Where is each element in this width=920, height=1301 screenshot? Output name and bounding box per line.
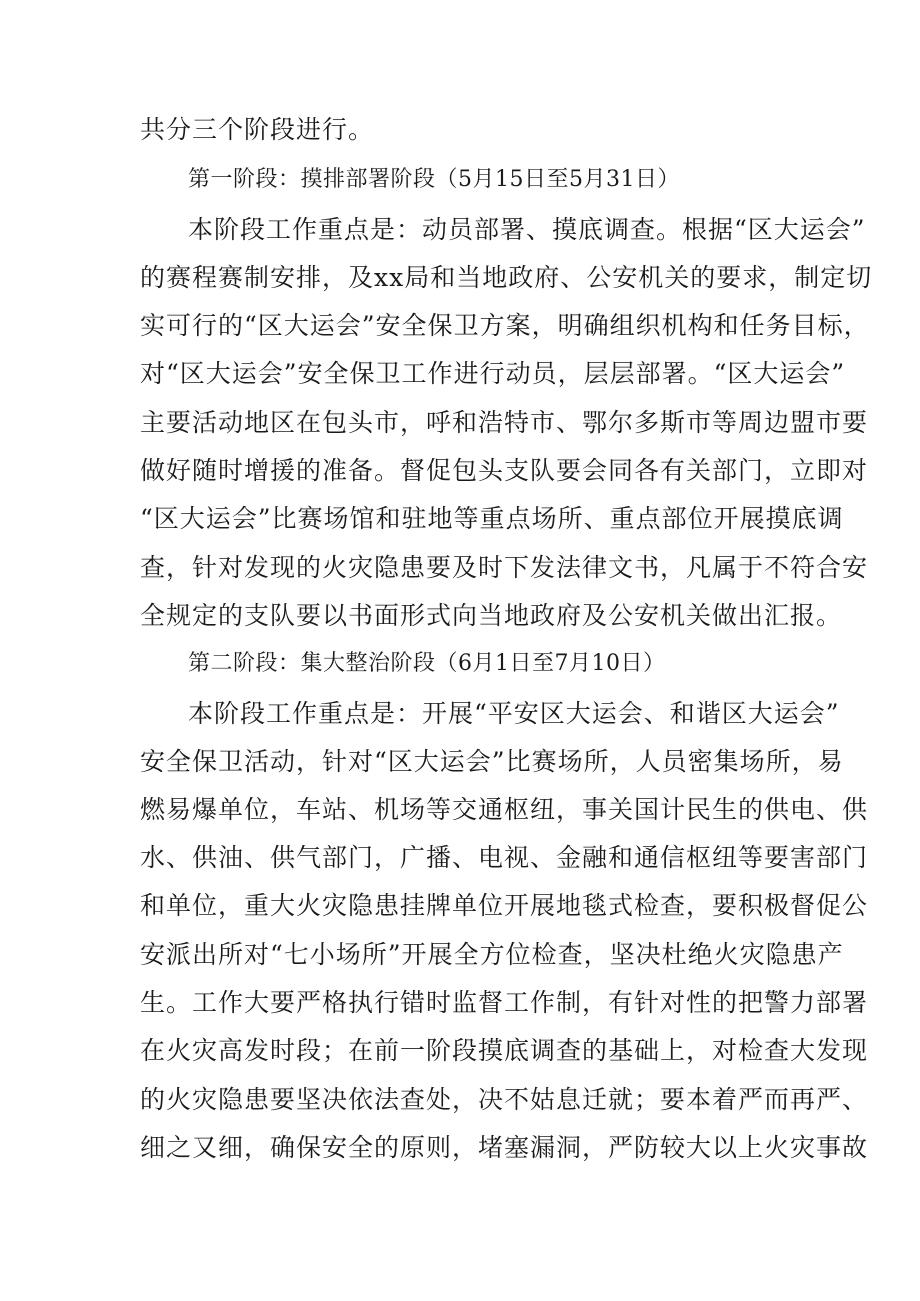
body-text-line: 水、供油、供气部门，广播、电视、金融和通信枢纽等要害部门 (140, 843, 869, 872)
body-text-line: 本阶段工作重点是：动员部署、摸底调查。根据“区大运会” (188, 215, 866, 244)
body-text-line: 做好随时增援的准备。督促包头支队要会同各有关部门，立即对 (140, 456, 869, 485)
body-text-line: 生。工作大要严格执行错时监督工作制，有针对性的把警力部署 (140, 988, 869, 1017)
body-text-line: 本阶段工作重点是：开展“平安区大运会、和谐区大运会” (188, 699, 840, 728)
body-text-line: 和单位，重大火灾隐患挂牌单位开展地毯式检查，要积极督促公 (140, 891, 869, 920)
body-text-line: 主要活动地区在包头市，呼和浩特市、鄂尔多斯市等周边盟市要 (140, 408, 869, 437)
body-text-line: 对“区大运会”安全保卫工作进行动员，层层部署。“区大运会” (140, 359, 846, 388)
body-text-line: 全规定的支队要以书面形式向当地政府及公安机关做出汇报。 (140, 601, 843, 630)
stage-one-heading: 第一阶段：摸排部署阶段（5月15日至5月31日） (188, 167, 680, 192)
body-text-line: 安全保卫活动，针对“区大运会”比赛场所，人员密集场所，易 (140, 747, 844, 776)
body-text-line: “区大运会”比赛场馆和驻地等重点场所、重点部位开展摸底调 (140, 504, 844, 533)
body-text-line: 燃易爆单位，车站、机场等交通枢纽，事关国计民生的供电、供 (140, 795, 869, 824)
body-text-line: 细之又细，确保安全的原则，堵塞漏洞，严防较大以上火灾事故 (140, 1133, 869, 1162)
body-text-line: 实可行的“区大运会”安全保卫方案，明确组织机构和任务目标， (140, 311, 870, 340)
body-text-line: 的火灾隐患要坚决依法查处，决不姑息迁就；要本着严而再严、 (140, 1085, 869, 1114)
body-text-line: 查，针对发现的火灾隐患要及时下发法律文书，凡属于不符合安 (140, 553, 869, 582)
stage-two-heading: 第二阶段：集大整治阶段（6月1日至7月10日） (188, 651, 666, 676)
body-text-line: 安派出所对“七小场所”开展全方位检查，坚决杜绝火灾隐患产 (140, 940, 844, 969)
body-text-line: 的赛程赛制安排，及xx局和当地政府、公安机关的要求，制定切 (140, 263, 873, 292)
body-text-line: 共分三个阶段进行。 (140, 115, 375, 144)
body-text-line: 在火灾高发时段；在前一阶段摸底调查的基础上，对检查大发现 (140, 1036, 869, 1065)
